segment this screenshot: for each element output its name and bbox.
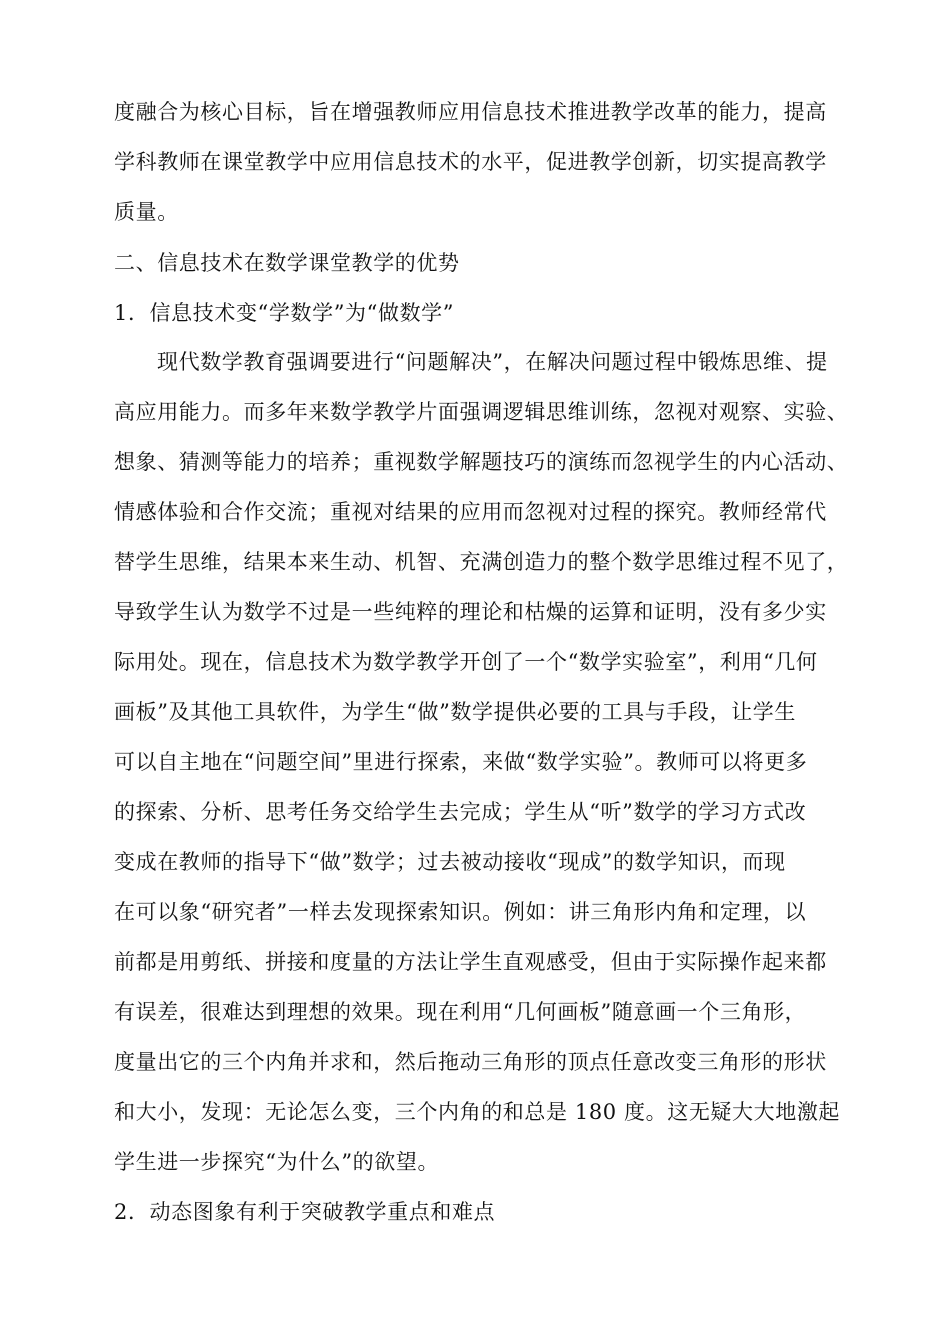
- paragraph-line: 画板”及其他工具软件，为学生“做”数学提供必要的工具与手段，让学生: [114, 700, 797, 724]
- paragraph-line: 的探索、分析、思考任务交给学生去完成；学生从“听”数学的学习方式改: [114, 800, 807, 824]
- paragraph-line: 和大小，发现：无论怎么变，三个内角的和总是 180 度。这无疑大大地激起: [114, 1100, 841, 1124]
- paragraph-first-line: 现代数学教育强调要进行“问题解决”，在解决问题过程中锻炼思维、提: [157, 350, 828, 374]
- paragraph-line: 替学生思维，结果本来生动、机智、充满创造力的整个数学思维过程不见了，: [114, 550, 849, 574]
- paragraph-line: 学科教师在课堂教学中应用信息技术的水平，促进教学创新，切实提高教学: [114, 150, 827, 174]
- paragraph-line: 度量出它的三个内角并求和，然后拖动三角形的顶点任意改变三角形的形状: [114, 1050, 827, 1074]
- paragraph-line: 导致学生认为数学不过是一些纯粹的理论和枯燥的运算和证明，没有多少实: [114, 600, 827, 624]
- paragraph-line: 可以自主地在“问题空间”里进行探索，来做“数学实验”。教师可以将更多: [114, 750, 808, 774]
- paragraph-line: 情感体验和合作交流；重视对结果的应用而忽视对过程的探究。教师经常代: [114, 500, 827, 524]
- paragraph-line: 前都是用剪纸、拼接和度量的方法让学生直观感受，但由于实际操作起来都: [114, 950, 827, 974]
- subsection-heading: 1．信息技术变“学数学”为“做数学”: [114, 301, 455, 325]
- paragraph-line: 高应用能力。而多年来数学教学片面强调逻辑思维训练，忽视对观察、实验、: [114, 400, 849, 424]
- subsection-heading: 2．动态图象有利于突破教学重点和难点: [114, 1200, 496, 1224]
- paragraph-line: 度融合为核心目标，旨在增强教师应用信息技术推进教学改革的能力，提高: [114, 100, 827, 124]
- paragraph-line: 学生进一步探究“为什么”的欲望。: [114, 1150, 440, 1174]
- paragraph-line: 变成在教师的指导下“做”数学；过去被动接收“现成”的数学知识，而现: [114, 850, 786, 874]
- paragraph-line: 质量。: [114, 200, 179, 224]
- paragraph-line: 际用处。现在，信息技术为数学教学开创了一个“数学实验室”，利用“几何: [114, 650, 818, 674]
- paragraph-line: 有误差，很难达到理想的效果。现在利用“几何画板”随意画一个三角形，: [114, 1000, 807, 1024]
- section-heading: 二、信息技术在数学课堂教学的优势: [114, 251, 460, 275]
- paragraph-line: 在可以象“研究者”一样去发现探索知识。例如：讲三角形内角和定理，以: [114, 900, 807, 924]
- paragraph-line: 想象、猜测等能力的培养；重视数学解题技巧的演练而忽视学生的内心活动、: [114, 450, 849, 474]
